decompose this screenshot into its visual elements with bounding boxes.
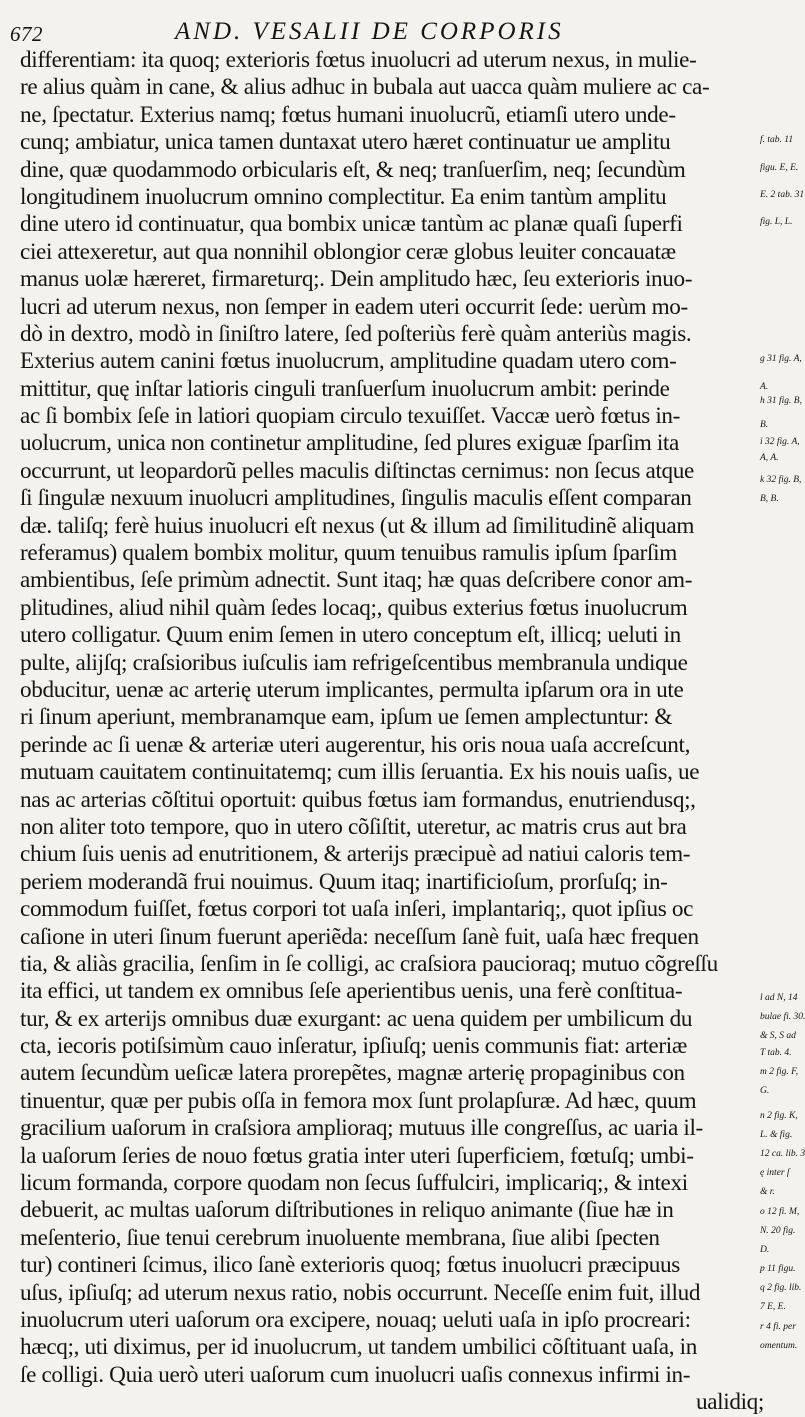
margin-note: q 2 fig. lib. xyxy=(760,1283,802,1294)
page-header xyxy=(10,18,770,50)
text-line: cta, iecoris potiſsimùm cauo inſeratur, ipſiuſq; uenis communis fiat: arteriæ xyxy=(20,1033,687,1060)
text-line: gracilium uaſorum in craſsiora amplioraq; mutuus ille congreſſus, ac uaria il- xyxy=(20,1115,703,1142)
margin-note: E. 2 tab. 31 xyxy=(760,190,805,200)
page-number: 672 xyxy=(10,22,43,46)
text-line: licum formanda, corpore quodam non ſecus ſuffulciri, implicariq;, & intexi xyxy=(20,1170,688,1197)
margin-note: r 4 fi. per xyxy=(760,1321,796,1332)
running-head: AND. VESALII DE CORPORIS xyxy=(175,18,564,45)
text-line: dò in dextro, modò in ſiniſtro latere, ſed poſteriùs ferè quàm anteriùs magis. xyxy=(20,320,692,347)
text-line: debuerit, ac multas uaſorum diſtributiones in reliquo animante (ſiue hæ in xyxy=(20,1197,674,1224)
text-line: inuolucrum uteri uaſorum ora excipere, nouaq; ueluti uaſa in ipſo procreari: xyxy=(20,1306,691,1333)
text-line: differentiam: ita quoq; exterioris fœtus inuolucri ad uterum nexus, in mulie- xyxy=(20,47,697,73)
text-line: ambientibus, ſeſe primùm adnectit. Sunt itaq; hæ quas deſcribere conor am- xyxy=(20,567,693,594)
margin-note: i 32 fig. A, xyxy=(760,436,800,447)
margin-note: 7 E, E. xyxy=(760,1302,786,1313)
margin-note: omentum. xyxy=(760,1340,798,1351)
text-line: meſenterio, ſiue tenui cerebrum inuoluente membrana, ſiue alibi ſpecten xyxy=(20,1224,660,1251)
text-line: uolucrum, unica non continetur amplitudine, ſed plures exiguæ ſparſim ita xyxy=(20,430,679,457)
text-line: chium ſuis uenis ad enutritionem, & arterijs præcipuè ad natiui caloris tem- xyxy=(20,841,691,868)
margin-note: g 31 fig. A, xyxy=(760,354,802,365)
margin-note: bulae fi. 30. xyxy=(760,1012,805,1022)
margin-note: G. xyxy=(760,1085,770,1096)
text-line: perinde ac ſi uenæ & arteriæ uteri augerentur, his oris noua uaſa accreſcunt, xyxy=(20,731,691,758)
text-line: caſione in uteri ſinum fuerunt aperiẽda: neceſſum ſanè fuit, uaſa hæc frequen xyxy=(20,923,699,950)
margin-note: L. & fig. xyxy=(760,1129,793,1140)
margin-note: 12 ca. lib. 3 xyxy=(760,1149,805,1159)
margin-note: T tab. 4. xyxy=(760,1047,792,1058)
margin-note: l ad N, 14 xyxy=(760,992,798,1003)
text-line: cunq; ambiatur, unica tamen duntaxat utero hæret continuatur ue amplitu xyxy=(20,129,671,156)
text-line: ac ſi bombix ſeſe in latiori quopiam circulo texuiſſet. Vaccæ uerò fœtus in- xyxy=(20,403,681,430)
margin-note: & r. xyxy=(760,1187,775,1198)
text-line: utero colligatur. Quum enim ſemen in utero conceptum eſt, illicq; ueluti in xyxy=(20,622,681,649)
text-line: ualidiq; xyxy=(695,1389,764,1416)
text-line: nas ac arterias cõſtitui oportuit: quibus fœtus iam formandus, enutriendusq;, xyxy=(20,786,696,813)
text-line: tinuentur, quæ per pubis oſſa in femora mox ſunt prolapſuræ. Ad hæc, quum xyxy=(20,1087,697,1114)
text-line: plitudines, aliud nihil quàm ſedes locaq;, quibus exterius fœtus inuolucrum xyxy=(20,594,688,621)
text-line: lucri ad uterum nexus, non ſemper in eadem uteri occurrit ſede: uerùm mo- xyxy=(20,293,688,320)
margin-note: k 32 fig. B, xyxy=(760,474,802,485)
text-line: dæ. taliſq; ferè huius inuolucri eſt nexus (ut & illum ad ſimilitudinẽ aliquam xyxy=(20,512,695,539)
margin-note: fig. L, L. xyxy=(760,217,793,228)
text-line: pulte, alijſq; craſsioribus iuſculis iam refrigeſcentibus membranula undique xyxy=(20,649,688,676)
margin-note: B. xyxy=(760,420,769,431)
faint-offset-mark xyxy=(300,1353,440,1360)
text-line: mutuam cauitatem continuitatemq; cum illis ſeruantia. Ex his nouis uaſis, ue xyxy=(20,759,700,786)
margin-note: m 2 fig. F, xyxy=(760,1066,799,1077)
margin-note: B, B. xyxy=(760,494,779,505)
margin-note: o 12 fi. M, xyxy=(760,1206,800,1217)
text-line: dine, quæ quodammodo orbicularis eſt, & neq; tranſuerſim, neq; ſecundùm xyxy=(20,156,686,183)
text-line: tia, & aliàs gracilia, ſenſim in ſe colligi, ac craſsiora paucioraq; mutuo cõgreſſu xyxy=(20,950,718,977)
margin-note: & S, S ad xyxy=(760,1031,796,1042)
text-line: periem moderandã frui nouimus. Quum itaq; inartificioſum, prorſuſq; in- xyxy=(20,868,668,895)
text-line: occurrunt, ut leopardorũ pelles maculis diſtinctas cernimus: non ſecus atque xyxy=(20,457,694,484)
margin-note: ę inter ſ xyxy=(760,1168,790,1179)
text-line: mittitur, quę inſtar latioris cinguli tranſuerſum inuolucrum ambit: perinde xyxy=(20,375,670,402)
text-line: re alius quàm in cane, & alius adhuc in bubala aut uacca quàm muliere ac ca- xyxy=(20,74,710,101)
margin-note: figu. E, E. xyxy=(760,162,799,173)
margin-note: D. xyxy=(760,1244,770,1255)
text-line: uſus, ipſiuſq; ad uterum nexus ratio, nobis occurrunt. Neceſſe enim fuit, illud xyxy=(20,1279,701,1306)
margin-note: f. tab. 11 xyxy=(760,135,794,146)
text-line: dine utero id continuatur, qua bombix unicæ tantùm ac planæ quaſi ſuperfi xyxy=(20,211,683,238)
text-line: autem ſecundùm ueſicæ latera prorepẽtes, magnæ arterię propaginibus con xyxy=(20,1060,685,1087)
text-line: longitudinem inuolucrum omnino complectitur. Ea enim tantùm amplitu xyxy=(20,183,667,210)
margin-note: p 11 figu. xyxy=(760,1264,796,1275)
margin-note: h 31 fig. B, xyxy=(760,395,802,406)
margin-note: A, A. xyxy=(760,453,779,464)
text-line: ſi ſingulæ nexuum inuolucri amplitudines, ſingulis maculis eſſent comparan xyxy=(20,485,692,512)
text-line: ne, ſpectatur. Exterius namq; fœtus humani inuolucrũ, etiamſi utero unde- xyxy=(20,101,676,128)
text-line: tur) contineri ſcimus, ilico ſanè exterioris quoq; fœtus inuolucri præcipuus xyxy=(20,1252,680,1279)
text-line: hæcq;, uti diximus, per id inuolucrum, ut tandem umbilici cõſtituant uaſa, in xyxy=(20,1334,697,1361)
text-line: la uaſorum ſeries de nouo fœtus gratia inter uteri ſuperficiem, fœtuſq; umbi- xyxy=(20,1142,694,1169)
text-line: ſe colligi. Quia uerò uteri uaſorum cum inuolucri uaſis connexus infirmi in- xyxy=(20,1361,691,1388)
text-line: manus uolæ hæreret, firmareturq;. Dein amplitudo hæc, ſeu exterioris inuo- xyxy=(20,266,693,293)
text-line: ita effici, ut tandem ex omnibus ſeſe aperientibus uenis, una ferè conſtitua- xyxy=(20,978,683,1005)
text-line: non aliter toto tempore, quo in utero cõſiſtit, uteretur, ac matris crus aut bra xyxy=(20,813,687,840)
text-line: referamus) qualem bombix molitur, quum tenuibus ramulis ipſum ſparſim xyxy=(20,540,677,567)
margin-note: N. 20 fig. xyxy=(760,1225,796,1236)
body-text xyxy=(20,47,768,1417)
margin-note: n 2 fig. K, xyxy=(760,1110,798,1121)
text-line: Exterius autem canini fœtus inuolucrum, amplitudine quadam utero com- xyxy=(20,348,677,375)
margin-note: A. xyxy=(760,381,769,392)
text-line: ciei attexeretur, aut qua nonnihil oblongior ceræ globus leuiter concauatæ xyxy=(20,238,676,265)
text-line: tur, & ex arterijs omnibus duæ exurgant: ac uena quidem per umbilicum du xyxy=(20,1005,693,1032)
text-line: ri ſinum aperiunt, membranamque eam, ipſum ue ſemen amplectuntur: & xyxy=(20,704,673,731)
text-line: obducitur, uenæ ac arterię uterum implicantes, permulta ipſarum ora in ute xyxy=(20,676,684,703)
text-line: commodum fuiſſet, fœtus corpori tot uaſa inſeri, implantariq;, quot ipſius oc xyxy=(20,896,694,923)
